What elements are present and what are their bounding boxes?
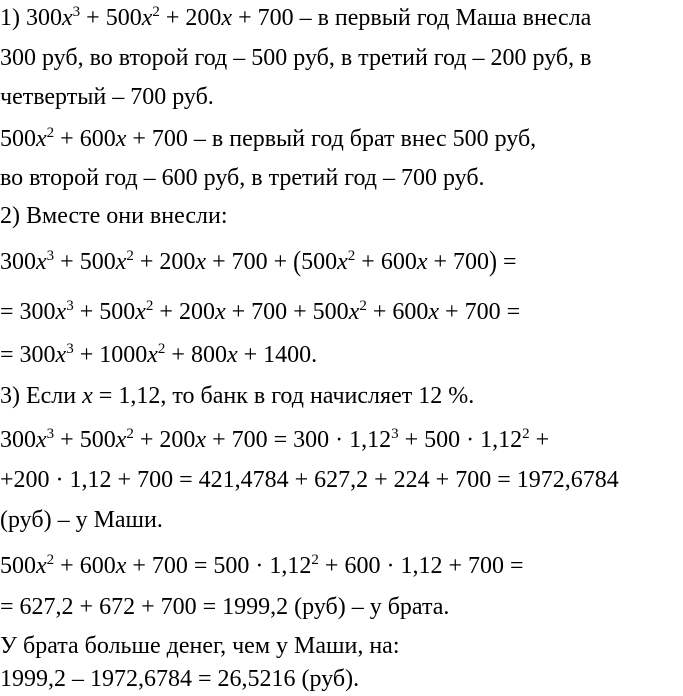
masha-calculation-line: +200 · 1,12 + 700 = 421,4784 + 627,2 + 224 + 700 = 1972,6784 [0,467,619,493]
step-1-masha-polynomial-line: 1) $300x^3 + 500x^2 + 200x + 700 - в$ первый год Маша внесла [0,4,592,31]
step-3-condition-line: 3) Если x = 1,12, то банк в год начисляет 12 %. [0,383,475,409]
step-2-heading: 2) Вместе они внесли: [0,203,228,229]
masha-deposits-line: 300 руб, во второй год – 500 руб, в третий год – 200 руб, в [0,45,592,71]
difference-result-line: 1999,2 – 1972,6784 = 26,5216 (руб). [0,666,360,692]
masha-result-label: (руб) – у Маши. [0,507,163,533]
sum-result-line: = $300x^3 + 1000x^2 + 800x + 1400$. [0,341,318,368]
brother-polynomial-line: $500x^2 + 600x + 700 - в$ первый год брат внес 500 руб, [0,125,537,152]
brother-substitution-line: $500x^2 + 600x + 700 = 500 \cdot 1,12^2 + 600 \cdot 1,12 + 700$ = [0,552,524,579]
masha-fourth-year-line: четвертый – 700 руб. [0,84,214,110]
difference-question-line: У брата больше денег, чем у Маши, на: [0,633,400,659]
masha-substitution-line: $300x^3 + 500x^2 + 200x + 700 = 300 \cdot 1,12^3 + 500 \cdot 1,12^2$ + [0,426,550,453]
sum-expanded-line: = $300x^3 + 500x^2 + 200x + 700 + 500x^2 + 600x + 700$ = [0,298,521,325]
brother-result-line: = 627,2 + 672 + 700 = 1999,2 (руб) – у брата. [0,594,450,620]
brother-deposits-line: во второй год – 600 руб, в третий год – 700 руб. [0,165,485,191]
sum-expression-line: $300x^3 + 500x^2 + 200x + 700 + (500x^2 + 600x + 700)$ = [0,246,517,278]
